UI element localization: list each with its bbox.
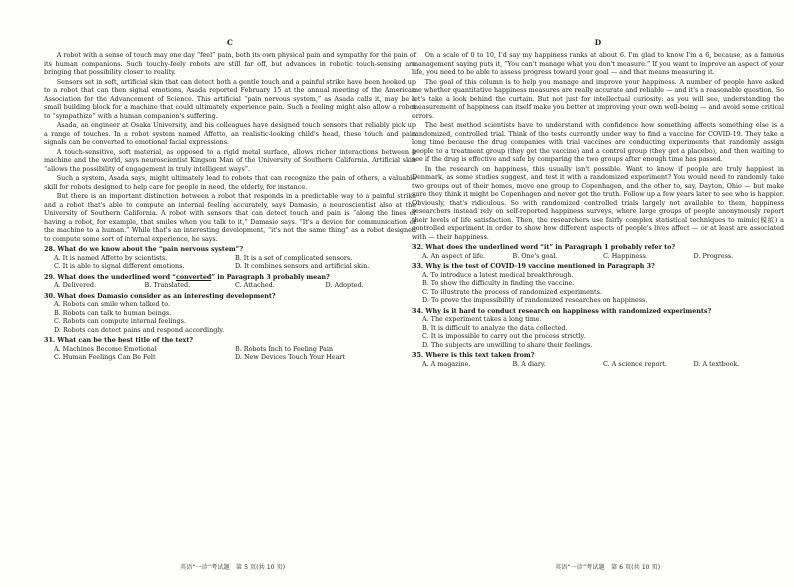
question-28-option-a[interactable]: A. It is named Affetto by scientists. xyxy=(54,253,168,262)
question-32-option-b[interactable]: B. One's goal. xyxy=(512,251,558,260)
passage-d-paragraph-2: The goal of this column is to help you manage and improve your happiness. A number of people have asked me whether quantitative happiness measures are really accurate and reliable — and it's a reasonable question. So let's take a look behind the curtain. But not just for intellectual curiosity: as you will see, understanding the measurement of happiness can itself make you better at improving your own well-being — and avoid some critical errors. xyxy=(412,77,784,120)
question-31-stem: 31. What can be the best title of the text? xyxy=(44,336,194,344)
question-33-option-c[interactable]: C. To illustrate the process of randomized experiments. xyxy=(422,287,602,296)
question-31 xyxy=(44,336,416,362)
passage-c-paragraph-4: A touch-sensitive, soft material, as opposed to a rigid metal surface, allows richer interactions between a machine and the world, says neuroscientist Kingson Man of the University of Southern California. Artificial skin “allows the possibility of engagement in truly intelligent ways”. xyxy=(44,147,416,173)
passage-d-paragraph-1: On a scale of 0 to 10, I'd say my happiness ranks at about 6. I'm glad to know I'm a 6, because, as a famous management saying puts it, “You can't manage what you don't measure.” If you want to improve an aspect of your life, you need to be able to assess progress toward your goal — and that means measuring it. xyxy=(412,51,784,76)
question-29-option-c[interactable]: C. Attached. xyxy=(235,281,275,289)
question-35 xyxy=(412,351,784,368)
question-34 xyxy=(412,307,784,350)
passage-d-paragraph-3: The best method scientists have to understand with confidence how something affects something else is a randomized, controlled trial. Think of the tests currently under way to find a vaccine for COVID-19. They take a long time because the drug companies with trial vaccines are conducting experiments that randomly assign people to a treatment group (they get the vaccine) and a control group (they get a placebo), and then waiting to see if the drug is effective and safe by comparing the two groups after enough time has passed. xyxy=(412,121,784,163)
underlined-word-converted: converted xyxy=(175,272,212,281)
question-34-option-c[interactable]: C. It is impossible to carry out the process strictly. xyxy=(422,332,586,340)
question-30-option-d[interactable]: D. Robots can detect pains and respond accordingly. xyxy=(54,325,225,334)
question-29-option-b[interactable]: B. Translated. xyxy=(144,281,191,289)
question-32-option-a[interactable]: A. An aspect of life. xyxy=(422,251,486,260)
question-34-option-a[interactable]: A. The experiment takes a long time. xyxy=(422,315,542,323)
passage-c-paragraph-6: But there is an important distinction between a robot that responds in a predictable way to a painful strike and a robot that's able to compute an internal feeling accurately, says Damasio, a neuroscientist also at the University of Southern California. A robot with sensors that can detect touch and pain is “along the lines of having a robot, for example, that smiles when you talk to it,” Damasio says. “It's a device for communication of the machine to a human.” While that's an interesting development, “it's not the same thing” as a robot designed to compute some sort of internal experience, he says. xyxy=(44,192,416,243)
question-33-option-d[interactable]: D. To prove the impossibility of randomized researches on happiness. xyxy=(422,296,648,304)
question-28-option-c[interactable]: C. It is able to signal different emotions. xyxy=(54,262,185,270)
question-30 xyxy=(44,292,416,335)
question-30-option-c[interactable]: C. Robots can compute internal feelings. xyxy=(54,317,186,325)
question-33-option-a[interactable]: A. To introduce a latest medical breakthrough. xyxy=(422,270,574,279)
passage-c-paragraph-3: Asada, an engineer at Osaka University, and his colleagues have designed touch sensors that reliably pick up a range of touches. In a robot system named Affetto, an realistic-looking child's head, these touch and pain signals can be converted to emotional facial expressions. xyxy=(44,121,416,146)
question-33-stem: 33. Why is the test of COVID-19 vaccine mentioned in Paragraph 3? xyxy=(412,262,655,270)
question-28-option-b[interactable]: B. It is a set of complicated sensors. xyxy=(235,253,353,262)
question-31-option-d[interactable]: D. New Devices Touch Your Heart xyxy=(235,353,346,361)
question-32-stem: 32. What does the underlined word “it” in Paragraph 1 probably refer to? xyxy=(412,243,676,251)
question-32 xyxy=(412,243,784,260)
section-title-d: D xyxy=(594,38,602,47)
question-28-option-d[interactable]: D. It combines sensors and artificial skin. xyxy=(235,262,370,270)
question-35-option-b[interactable]: B. A diary. xyxy=(512,359,546,368)
right-page-footer: 英语“一诊”考试题 第 6 页(共 10 页) xyxy=(555,564,661,571)
section-title-c: C xyxy=(227,38,233,47)
question-30-option-b[interactable]: B. Robots can talk to human beings. xyxy=(54,308,172,317)
question-35-option-a[interactable]: A. A magazine. xyxy=(422,359,471,368)
question-33-option-b[interactable]: B. To show the difficulty in finding the vaccine. xyxy=(422,279,575,287)
question-29-stem xyxy=(44,273,416,282)
question-35-option-c[interactable]: C. A science report. xyxy=(603,359,667,368)
question-29-option-a[interactable]: A. Delivered. xyxy=(54,281,97,289)
passage-d-paragraph-4: In the research on happiness, this usually isn't possible. Want to know if people are truly happiest in Denmark, as some studies suggest, and test it with a randomized experiment? You would need to randomly take two groups out of their homes, move one group to Copenhagen, and the other to, say, Dayton, Ohio — but make sure they think it might be Copenhagen and never get the truth. Follow up a few years later to see who is happier. Obviously, that's ridiculous. So with randomized controlled trials largely not available to them, happiness researchers instead rely on self-reported happiness surveys, where large groups of people anonymously report their levels of life satisfaction. Then, the researchers use fairly complex statistical techniques to mimic(模拟) a controlled experiment in order to show how different aspects of people's lives affect — or at least are associated with — their happiness. xyxy=(412,164,784,241)
question-29-stem-start: 29. What does the underlined word “ xyxy=(44,272,176,281)
question-31-option-c[interactable]: C. Human Feelings Can Be Felt xyxy=(54,353,156,361)
question-29-stem-end: ” in Paragraph 3 probably mean? xyxy=(211,272,330,281)
question-35-stem: 35. Where is this text taken from? xyxy=(412,351,535,359)
passage-c-paragraph-5: Such a system, Asada says, might ultimately lead to robots that can recognize the pain of others, a valuable skill for robots designed to help care for people in need, the elderly, for instance. xyxy=(44,174,416,191)
question-28-stem: 28. What do we know about the “pain nervous system”? xyxy=(44,245,244,253)
question-35-option-d[interactable]: D. A textbook. xyxy=(693,359,740,368)
question-32-option-d[interactable]: D. Progress. xyxy=(693,251,734,260)
question-30-stem: 30. What does Damasio consider as an interesting development? xyxy=(44,291,276,300)
question-29 xyxy=(44,273,416,290)
question-28 xyxy=(44,245,416,271)
question-31-option-b[interactable]: B. Robots Inch to Feeling Pain xyxy=(235,344,334,353)
passage-c-paragraph-1: A robot with a sense of touch may one day “feel” pain, both its own physical pain and sympathy for the pain of its human companions. Such touchy-feely robots are still far off, but advances in robotic touch-sensing are bringing that possibility closer to reality. xyxy=(44,51,416,76)
question-34-stem: 34. Why is it hard to conduct research on happiness with randomized experiments? xyxy=(412,306,712,315)
question-34-option-b[interactable]: B. It is difficult to analyze the data collected. xyxy=(422,323,568,332)
question-29-option-d[interactable]: D. Adopted. xyxy=(325,281,364,289)
question-33 xyxy=(412,262,784,305)
question-32-option-c[interactable]: C. Happiness. xyxy=(603,251,648,260)
right-page xyxy=(412,38,784,554)
left-page-footer: 英语“一诊”考试题 第 5 页(共 10 页) xyxy=(180,564,286,571)
left-page xyxy=(44,38,416,554)
question-31-option-a[interactable]: A. Machines Become Emotional xyxy=(54,344,157,353)
question-30-option-a[interactable]: A. Robots can smile when talked to. xyxy=(54,300,170,308)
passage-c-paragraph-2: Sensors set in soft, artificial skin that can detect both a gentle touch and a painful strike have been hooked up to a robot that can then signal emotions, Asada reported February 15 at the annual meeting of the American Association for the Advancement of Science. This artificial “pain nervous system,” as Asada calls it, may be a small building block for a machine that could ultimately experience pain. Such a feeling might also allow a robot to “sympathize” with a human companion's suffering. xyxy=(44,77,416,120)
question-34-option-d[interactable]: D. The subjects are unwilling to share their feelings. xyxy=(422,340,593,349)
